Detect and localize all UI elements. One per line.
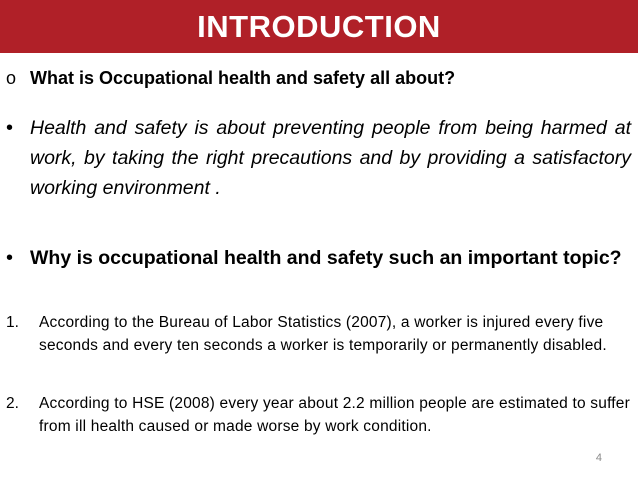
question-marker: o <box>6 68 17 88</box>
numbered-text: According to the Bureau of Labor Statistics (2007), a worker is injured every five seconds and every ten seconds a worker is temporarily or permanently disabled. <box>39 314 607 354</box>
numbered-text: According to HSE (2008) every year about 2.2 million people are estimated to suffer from ill health caused or made worse by work condition. <box>39 395 630 435</box>
question-text: What is Occupational health and safety all about? <box>30 68 456 88</box>
numbered-marker: 2. <box>6 395 19 412</box>
numbered-item-2 <box>6 392 631 438</box>
bullet-marker: • <box>6 117 14 139</box>
title-bar <box>0 0 638 53</box>
numbered-marker: 1. <box>6 314 19 331</box>
slide-title: INTRODUCTION <box>197 8 441 44</box>
bullet-item-importance <box>6 243 631 273</box>
numbered-item-1 <box>6 311 631 357</box>
bullet-item-definition <box>6 113 631 203</box>
bullet-marker: • <box>6 247 14 269</box>
importance-question-text: Why is occupational health and safety such an important topic? <box>30 247 622 269</box>
page-number: 4 <box>595 452 602 464</box>
definition-text: Health and safety is about preventing people from being harmed at work, by taking the right precautions and by providing a satisfactory working environment . <box>30 117 631 199</box>
question-item <box>6 68 631 89</box>
